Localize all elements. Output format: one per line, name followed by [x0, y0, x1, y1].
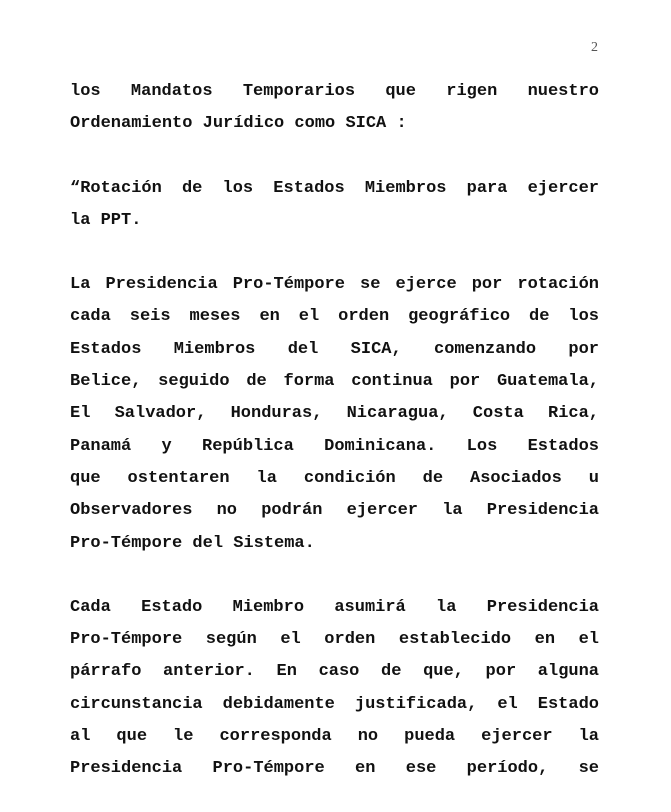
text-line: Pro-Témpore del Sistema. — [70, 533, 315, 553]
text-line: Presidencia Pro-Témpore en ese período, se — [70, 759, 599, 779]
text-line: párrafo anterior. En caso de que, por alguna — [70, 662, 599, 682]
text-line: La Presidencia Pro-Témpore se ejerce por rotación — [70, 275, 599, 295]
paragraph-3 — [70, 269, 599, 560]
text-line: cada seis meses en el orden geográfico de los — [70, 307, 599, 327]
text-line: Belice, seguido de forma continua por Guatemala, — [70, 372, 599, 392]
text-line: Cada Estado Miembro asumirá la Presidencia — [70, 597, 599, 617]
text-line: Ordenamiento Jurídico como SICA : — [70, 114, 407, 134]
text-line: al que le corresponda no pueda ejercer la — [70, 727, 599, 747]
text-line: la PPT. — [70, 210, 142, 230]
text-line: Estados Miembros del SICA, comenzando por — [70, 339, 599, 359]
text-line: Observadores no podrán ejercer la Presidencia — [70, 501, 599, 521]
text-line: circunstancia debidamente justificada, el Estado — [70, 694, 599, 714]
text-line: que ostentaren la condición de Asociados u — [70, 468, 599, 488]
text-line: “Rotación de los Estados Miembros para ejercer — [70, 178, 599, 198]
paragraph-2 — [70, 173, 599, 238]
paragraph-4 — [70, 592, 599, 786]
text-line: Pro-Témpore según el orden establecido en el — [70, 630, 599, 650]
text-line: Panamá y República Dominicana. Los Estados — [70, 436, 599, 456]
document-body — [70, 76, 599, 786]
page-number: 2 — [591, 40, 598, 55]
text-line: El Salvador, Honduras, Nicaragua, Costa Rica, — [70, 404, 599, 424]
text-line: los Mandatos Temporarios que rigen nuestro — [70, 82, 599, 101]
paragraph-1 — [70, 76, 599, 141]
